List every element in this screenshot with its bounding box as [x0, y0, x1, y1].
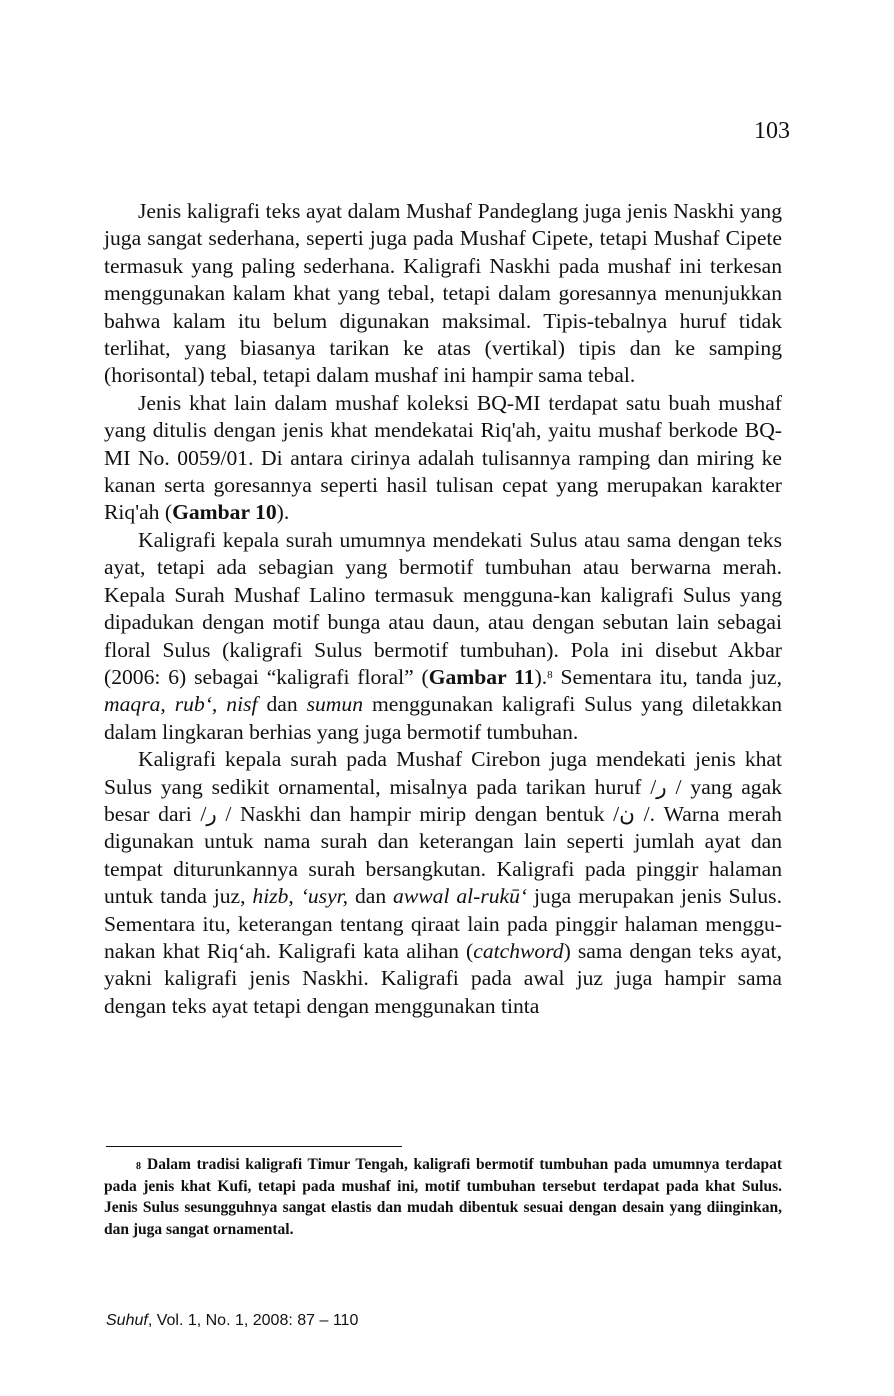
journal-footer — [106, 1312, 358, 1330]
journal-citation: , Vol. 1, No. 1, 2008: 87 – 110 — [147, 1312, 359, 1329]
figure-reference: Gambar 10 — [172, 500, 277, 525]
footnote — [104, 1154, 782, 1240]
page-number: 103 — [754, 118, 790, 144]
paragraph-4: Kaligrafi kepala surah pada Mushaf Cirebon juga mendekati jenis khat Sulus yang sedikit ornamental, misalnya pada tarikan huruf /ر / yang agak besar dari /ر / Naskhi dan hampir mirip dengan bentuk /ن /. Warna merah digunakan untuk nama surah dan keterangan lain seperti jumlah ayat dan tempat diturunkannya surah bersangkutan. Kaligrafi pada pinggir halaman untuk tanda juz, hizb, ‘usyr, dan awwal al-rukū‘ juga merupakan jenis Sulus. Sementara itu, keterangan tentang qiraat lain pada pinggir halaman menggu-nakan khat Riq‘ah. Kaligrafi kata alihan (catchword) sama dengan teks ayat, yakni kaligrafi jenis Naskhi. Kaligrafi pada awal juz juga hampir sama dengan teks ayat tetapi dengan menggunakan tinta — [104, 747, 782, 1018]
footnote-text: Dalam tradisi kaligrafi Timur Tengah, kaligrafi bermotif tumbuhan pada umumnya terdapat pada jenis khat Kufi, tetapi pada mushaf ini, motif tumbuhan tersebut terdapat pada khat Sulus. Jenis Sulus sesungguhnya sangat elastis dan mudah dibentuk sesuai dengan desain yang diinginkan, dan juga sangat ornamental. — [104, 1156, 782, 1238]
footnote-number: 8 — [136, 1161, 141, 1172]
footnote-marker: 8 — [547, 668, 553, 681]
paragraph-1: Jenis kaligrafi teks ayat dalam Mushaf Pandeglang juga jenis Naskhi yang juga sangat sederhana, seperti juga pada Mushaf Cipete, tetapi Mushaf Cipete termasuk yang paling sederhana. Kaligrafi Naskhi pada mushaf ini terkesan menggunakan kalam khat yang tebal, tetapi dalam goresannya menunjukkan bahwa kalam itu belum digunakan maksimal. Tipis-tebalnya huruf tidak terlihat, yang biasanya tarikan ke atas (vertikal) tipis dan ke samping (horisontal) tebal, tetapi dalam mushaf ini hampir sama tebal. — [104, 199, 782, 388]
body-text — [104, 198, 782, 1020]
journal-name: Suhuf — [106, 1312, 148, 1329]
figure-reference: Gambar 11 — [428, 664, 535, 689]
paragraph-2: Jenis khat lain dalam mushaf koleksi BQ-MI terdapat satu buah mushaf yang ditulis dengan jenis khat mendekatai Riq'ah, yaitu mushaf berkode BQ-MI No. 0059/01. Di antara cirinya adalah tulisannya ramping dan miring ke kanan serta goresannya seperti hasil tulisan cepat yang merupakan karakter Riq'ah (Gambar 10). — [104, 390, 782, 525]
paragraph-3: Kaligrafi kepala surah umumnya mendekati Sulus atau sama dengan teks ayat, tetapi ada sebagian yang bermotif tumbuhan atau berwarna merah. Kepala Surah Mushaf Lalino termasuk mengguna-kan kaligrafi Sulus yang dipadukan dengan motif bunga atau daun, atau dengan sebutan lain sebagai floral Sulus (kaligrafi Sulus bermotif tumbuhan). Pola ini disebut Akbar (2006: 6) sebagai “kaligrafi floral” (Gambar 11).$^8$ Sementara itu, tanda juz, maqra, rub‘, nisf dan sumun menggunakan kaligrafi Sulus yang diletakkan dalam lingkaran berhias yang juga bermotif tumbuhan. — [104, 527, 782, 744]
footnote-divider — [106, 1146, 402, 1147]
